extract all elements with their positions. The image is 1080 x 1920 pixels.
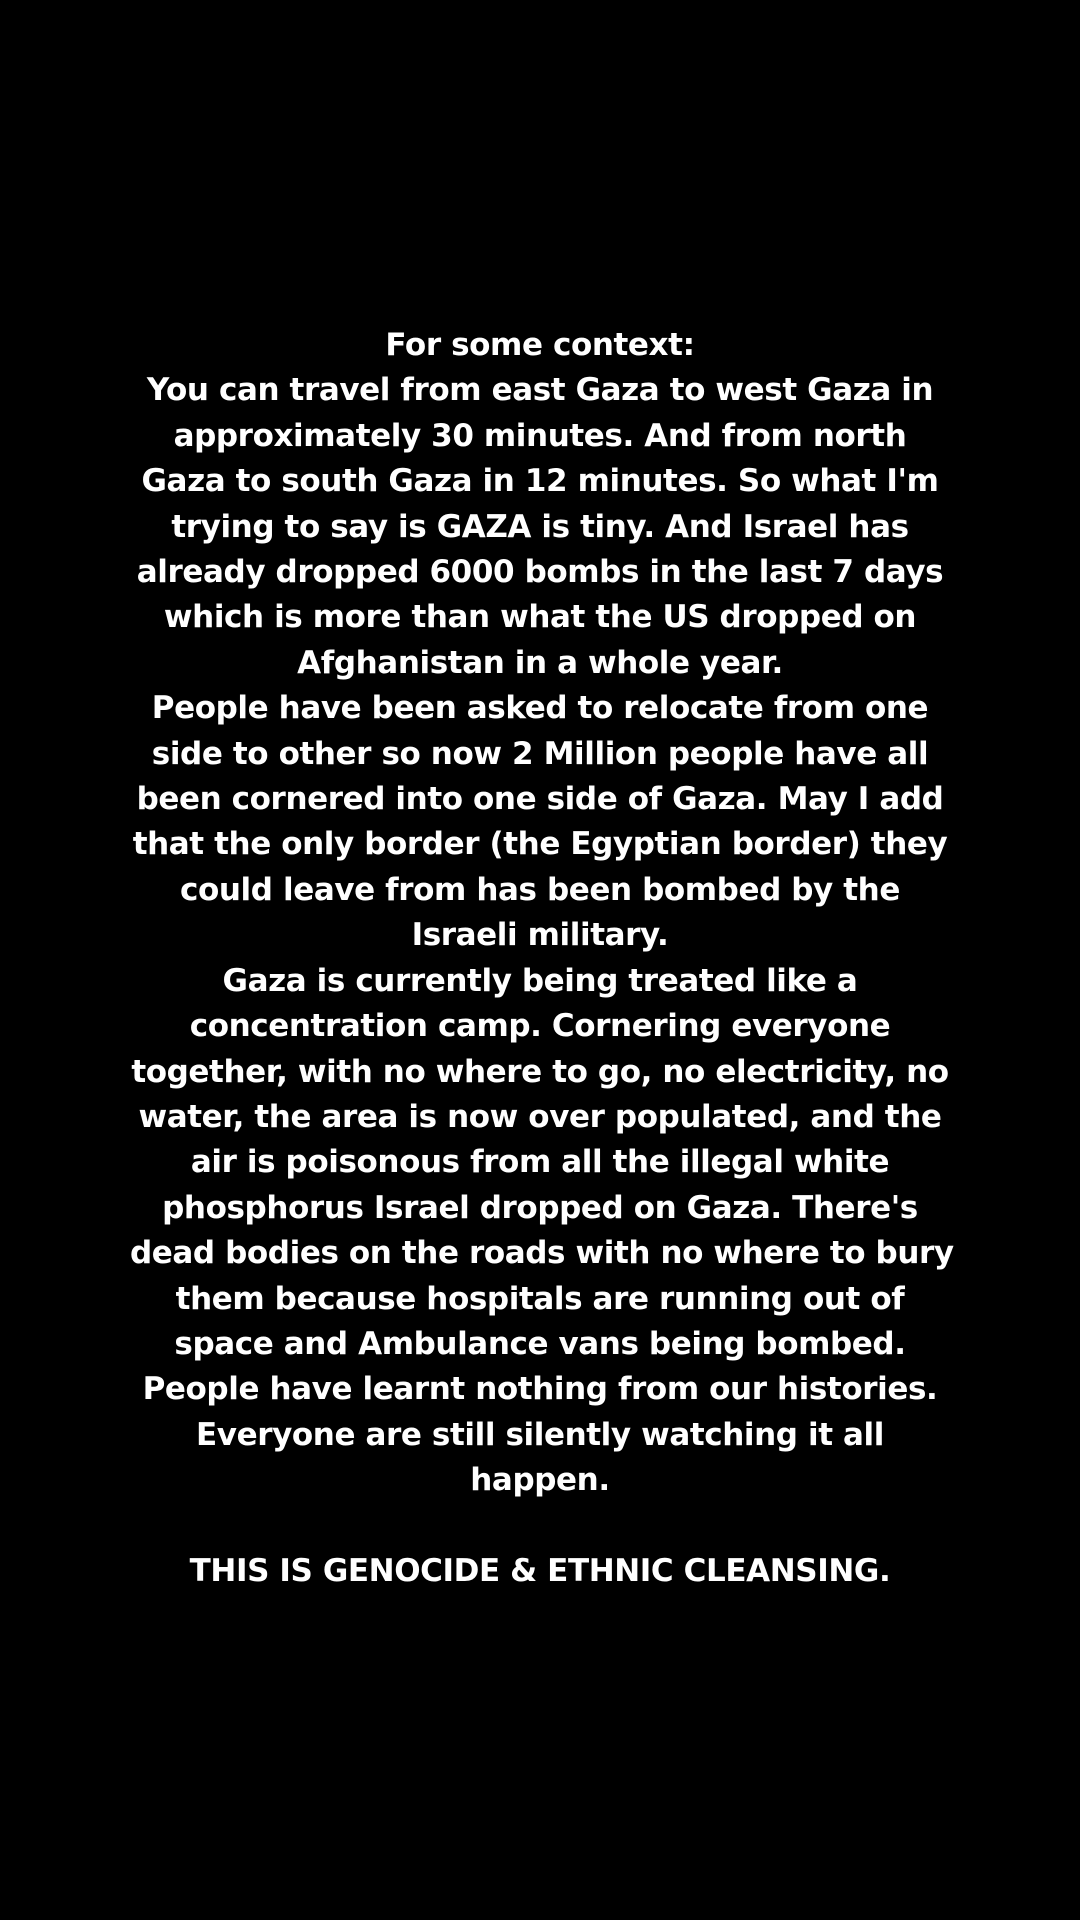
- story-line: You can travel from east Gaza to west Gaza in: [146, 372, 934, 409]
- story-line: Everyone are still silently watching it all: [195, 1416, 884, 1453]
- story-line: water, the area is now over populated, and the: [138, 1098, 942, 1135]
- story-line: approximately 30 minutes. And from north: [173, 417, 907, 454]
- story-line: Gaza is currently being treated like a: [222, 962, 858, 999]
- story-line: that the only border (the Egyptian border) they: [132, 826, 948, 863]
- story-line: For some context:: [385, 327, 695, 363]
- story-line: Israeli military.: [411, 917, 669, 954]
- story-line: air is poisonous from all the illegal white: [190, 1144, 890, 1181]
- story-line: already dropped 6000 bombs in the last 7 days: [136, 554, 944, 591]
- story-text-block: [130, 323, 954, 1594]
- blank-line-spacer: [130, 1504, 950, 1549]
- story-line: phosphorus Israel dropped on Gaza. There's: [162, 1189, 918, 1226]
- story-line: which is more than what the US dropped on: [163, 599, 917, 636]
- story-line: them because hospitals are running out of: [175, 1280, 905, 1317]
- story-line: space and Ambulance vans being bombed.: [174, 1325, 906, 1362]
- story-line: could leave from has been bombed by the: [180, 871, 900, 908]
- story-line: concentration camp. Cornering everyone: [189, 1008, 891, 1045]
- story-line: together, with no where to go, no electricity, no: [131, 1053, 949, 1090]
- story-line: People have been asked to relocate from one: [151, 690, 929, 727]
- story-line: side to other so now 2 Million people have all: [151, 735, 929, 772]
- story-line: Gaza to south Gaza in 12 minutes. So what I'm: [141, 463, 939, 500]
- story-line: been cornered into one side of Gaza. May I add: [136, 781, 944, 818]
- story-line: trying to say is GAZA is tiny. And Israel has: [171, 508, 909, 545]
- story-line: happen.: [470, 1462, 610, 1499]
- story-line: People have learnt nothing from our histories.: [142, 1371, 938, 1408]
- story-line: dead bodies on the roads with no where to bury: [130, 1235, 954, 1272]
- closing-statement: THIS IS GENOCIDE & ETHNIC CLEANSING.: [189, 1552, 891, 1589]
- story-line: Afghanistan in a whole year.: [297, 644, 783, 681]
